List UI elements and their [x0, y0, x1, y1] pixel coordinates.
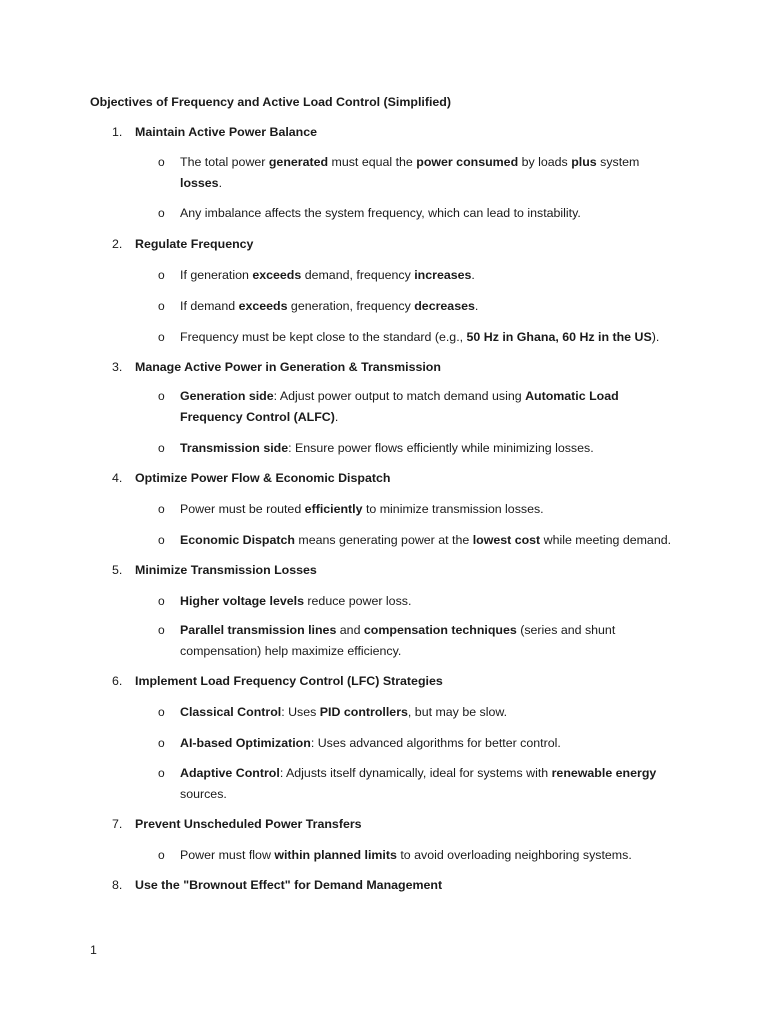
bold-text: within planned limits	[274, 848, 397, 862]
bullet-text: The total power generated must equal the power consumed by loads plus system losses.	[180, 155, 640, 190]
list-item-number: 5.	[112, 563, 123, 577]
bold-text: 50 Hz in Ghana, 60 Hz in the US	[466, 330, 652, 344]
bullet-marker-icon: o	[158, 766, 165, 780]
list-item-title: Manage Active Power in Generation & Transmission	[135, 360, 441, 374]
list-item-title: Regulate Frequency	[135, 237, 254, 251]
bullet-marker-icon: o	[158, 594, 165, 608]
bold-text: losses	[180, 175, 219, 190]
bold-text: compensation techniques	[363, 623, 517, 637]
bold-text: Higher voltage levels	[180, 594, 304, 608]
bullet-marker-icon: o	[158, 299, 165, 313]
list-item-number: 1.	[112, 125, 123, 139]
list-item-title: Maintain Active Power Balance	[135, 125, 318, 139]
bold-text: efficiently	[304, 502, 363, 516]
bold-text: renewable energy	[551, 766, 657, 780]
bold-text: power consumed	[416, 155, 519, 169]
bold-text: Parallel transmission lines	[180, 623, 337, 637]
list-item-title: Optimize Power Flow & Economic Dispatch	[135, 471, 391, 485]
bold-text: Economic Dispatch	[180, 533, 295, 547]
bullet-marker-icon: o	[158, 502, 165, 516]
bold-text: plus	[571, 155, 597, 169]
page-number: 1	[90, 943, 97, 957]
bold-text: decreases	[414, 299, 475, 313]
bullet-text: Adaptive Control: Adjusts itself dynamically, ideal for systems with renewable energy sources.	[180, 766, 657, 801]
bullet-text: Any imbalance affects the system frequency, which can lead to instability.	[180, 206, 581, 220]
bullet-text: Frequency must be kept close to the standard (e.g., 50 Hz in Ghana, 60 Hz in the US).	[180, 330, 660, 344]
bullet-text: Transmission side: Ensure power flows efficiently while minimizing losses.	[180, 441, 594, 455]
list-item-number: 2.	[112, 237, 123, 251]
bullet-text: AI-based Optimization: Uses advanced algorithms for better control.	[180, 736, 561, 750]
list-item-title: Minimize Transmission Losses	[135, 563, 317, 577]
bold-text: generated	[268, 155, 329, 169]
list-item-title: Implement Load Frequency Control (LFC) Strategies	[135, 674, 443, 688]
bold-text: lowest cost	[472, 533, 541, 547]
bullet-text: If generation exceeds demand, frequency increases.	[180, 268, 475, 282]
bullet-marker-icon: o	[158, 848, 165, 862]
bold-text: exceeds	[252, 268, 302, 282]
bold-text: Classical Control	[180, 705, 282, 719]
bullet-text: If demand exceeds generation, frequency decreases.	[180, 299, 479, 313]
bold-text: Transmission side	[180, 441, 289, 455]
bullet-text: Parallel transmission lines and compensation techniques (series and shunt compensation) help maximize efficiency.	[180, 623, 616, 658]
list-item-number: 4.	[112, 471, 123, 485]
list-item-number: 8.	[112, 878, 123, 892]
bold-text: AI-based Optimization	[180, 736, 311, 750]
bullet-marker-icon: o	[158, 736, 165, 750]
bullet-marker-icon: o	[158, 441, 165, 455]
bullet-marker-icon: o	[158, 155, 165, 169]
bullet-marker-icon: o	[158, 389, 165, 403]
bullet-marker-icon: o	[158, 705, 165, 719]
bullet-text: Generation side: Adjust power output to match demand using Automatic Load Frequency Control (ALFC).	[180, 389, 619, 424]
bold-text: Generation side	[180, 389, 274, 403]
bold-text: exceeds	[238, 299, 288, 313]
bullet-marker-icon: o	[158, 623, 165, 637]
bold-text: Adaptive Control	[180, 766, 280, 780]
bullet-marker-icon: o	[158, 330, 165, 344]
bold-text: increases	[414, 268, 472, 282]
bullet-text: Power must be routed efficiently to minimize transmission losses.	[180, 502, 544, 516]
document-title: Objectives of Frequency and Active Load Control (Simplified)	[90, 95, 451, 109]
list-item-title: Prevent Unscheduled Power Transfers	[135, 817, 362, 831]
bullet-text: Higher voltage levels reduce power loss.	[180, 594, 412, 608]
bullet-marker-icon: o	[158, 206, 165, 220]
list-item-number: 7.	[112, 817, 123, 831]
bullet-text: Economic Dispatch means generating power at the lowest cost while meeting demand.	[180, 533, 672, 547]
bullet-marker-icon: o	[158, 268, 165, 282]
bullet-marker-icon: o	[158, 533, 165, 547]
bullet-text: Power must flow within planned limits to avoid overloading neighboring systems.	[180, 848, 632, 862]
list-item-number: 3.	[112, 360, 123, 374]
list-item-title: Use the "Brownout Effect" for Demand Management	[135, 878, 443, 892]
bold-text: PID controllers	[319, 705, 408, 719]
bold-text: Automatic Load Frequency Control (ALFC)	[180, 389, 619, 424]
bullet-text: Classical Control: Uses PID controllers, but may be slow.	[180, 705, 508, 719]
list-item-number: 6.	[112, 674, 123, 688]
